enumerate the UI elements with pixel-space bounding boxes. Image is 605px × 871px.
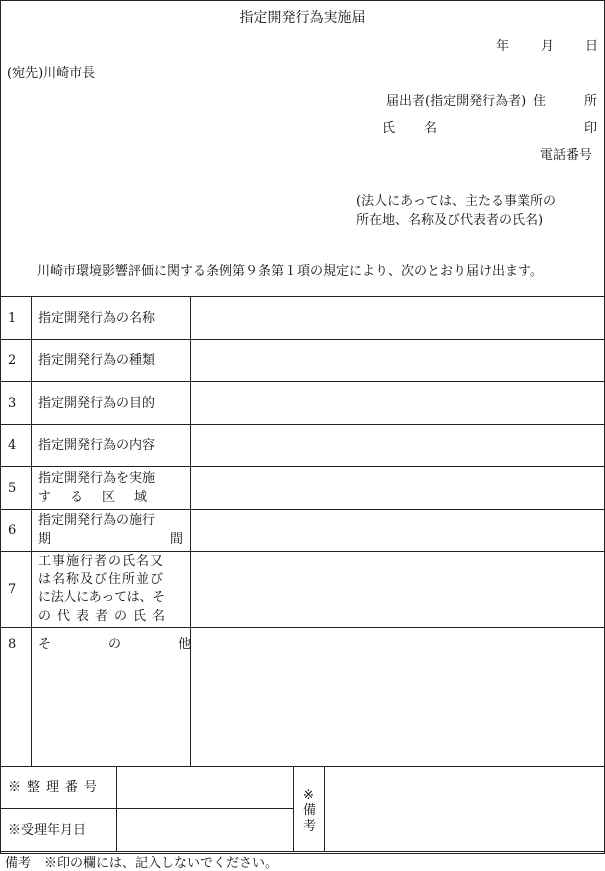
row-label-period-line2: 期間 [38, 532, 303, 547]
row-label-purpose: 指定開発行為の目的 [38, 396, 156, 411]
received-date-label: ※受理年月日 [8, 823, 87, 838]
row-number: 6 [8, 523, 17, 538]
remarks-mark: ※ [303, 788, 314, 803]
corporate-note-line2: 所在地、名称及び代表者の氏名) [356, 213, 544, 228]
statement: 川崎市環境影響評価に関する条例第９条第１項の規定により、次のとおり届け出ます。 [37, 264, 543, 279]
date-year-label: 年 [496, 39, 510, 54]
name-label-1: 氏 [382, 121, 396, 136]
development-content-field[interactable] [191, 425, 604, 466]
footnote: 備考 ※印の欄には、記入しないでください。 [5, 856, 279, 871]
date-month-label: 月 [541, 39, 555, 54]
date-day-label: 日 [585, 39, 599, 54]
other-field[interactable] [191, 628, 604, 766]
development-area-field[interactable] [191, 467, 604, 509]
reference-number-field [117, 767, 293, 808]
corporate-note-line1: (法人にあっては、主たる事業所の [356, 194, 556, 209]
address-label-1: 住 [533, 94, 547, 109]
address-label-2: 所 [584, 94, 598, 109]
contractor-field[interactable] [191, 552, 604, 627]
row-label-area-line1: 指定開発行為を実施 [38, 471, 156, 486]
applicant-label: 届出者(指定開発行為者) [386, 94, 527, 109]
row-label-contractor-line1: 工事施行者の氏名又 [38, 554, 165, 569]
remarks-label-1: 備 [303, 803, 317, 818]
row-label-period-line1: 指定開発行為の施行 [38, 513, 156, 528]
row-label-contractor-line2: は名称及び住所並び [38, 572, 165, 587]
received-date-field [117, 809, 293, 851]
row-number: 2 [8, 353, 17, 368]
row-label-content: 指定開発行為の内容 [38, 438, 156, 453]
addressee: (宛先)川崎市長 [7, 66, 96, 81]
development-name-field[interactable] [191, 297, 604, 339]
row-number: 7 [8, 582, 17, 597]
phone-label: 電話番号 [540, 148, 593, 163]
row-number: 3 [8, 396, 17, 411]
reference-number-label: ※整理番号 [8, 780, 104, 795]
row-number: 1 [8, 311, 17, 326]
development-type-field[interactable] [191, 340, 604, 381]
row-label-area-line2: する区域 [38, 490, 167, 505]
name-label-2: 名 [424, 121, 438, 136]
development-purpose-field[interactable] [191, 382, 604, 424]
development-period-field[interactable] [191, 510, 604, 551]
row-label-type: 指定開発行為の種類 [38, 353, 156, 368]
seal-label: 印 [584, 121, 598, 136]
row-number: 4 [8, 438, 17, 453]
remarks-label-2: 考 [303, 819, 317, 834]
office-remarks-field [325, 767, 604, 851]
row-label-contractor-line3: に法人にあっては、そ [38, 590, 165, 605]
row-label-other: その他 [38, 637, 249, 652]
form-title: 指定開発行為実施届 [239, 10, 366, 26]
row-number: 8 [8, 637, 17, 652]
row-label-name: 指定開発行為の名称 [38, 311, 156, 326]
row-label-contractor-line4: の代表者の氏名 [38, 609, 172, 624]
row-number: 5 [8, 481, 17, 496]
